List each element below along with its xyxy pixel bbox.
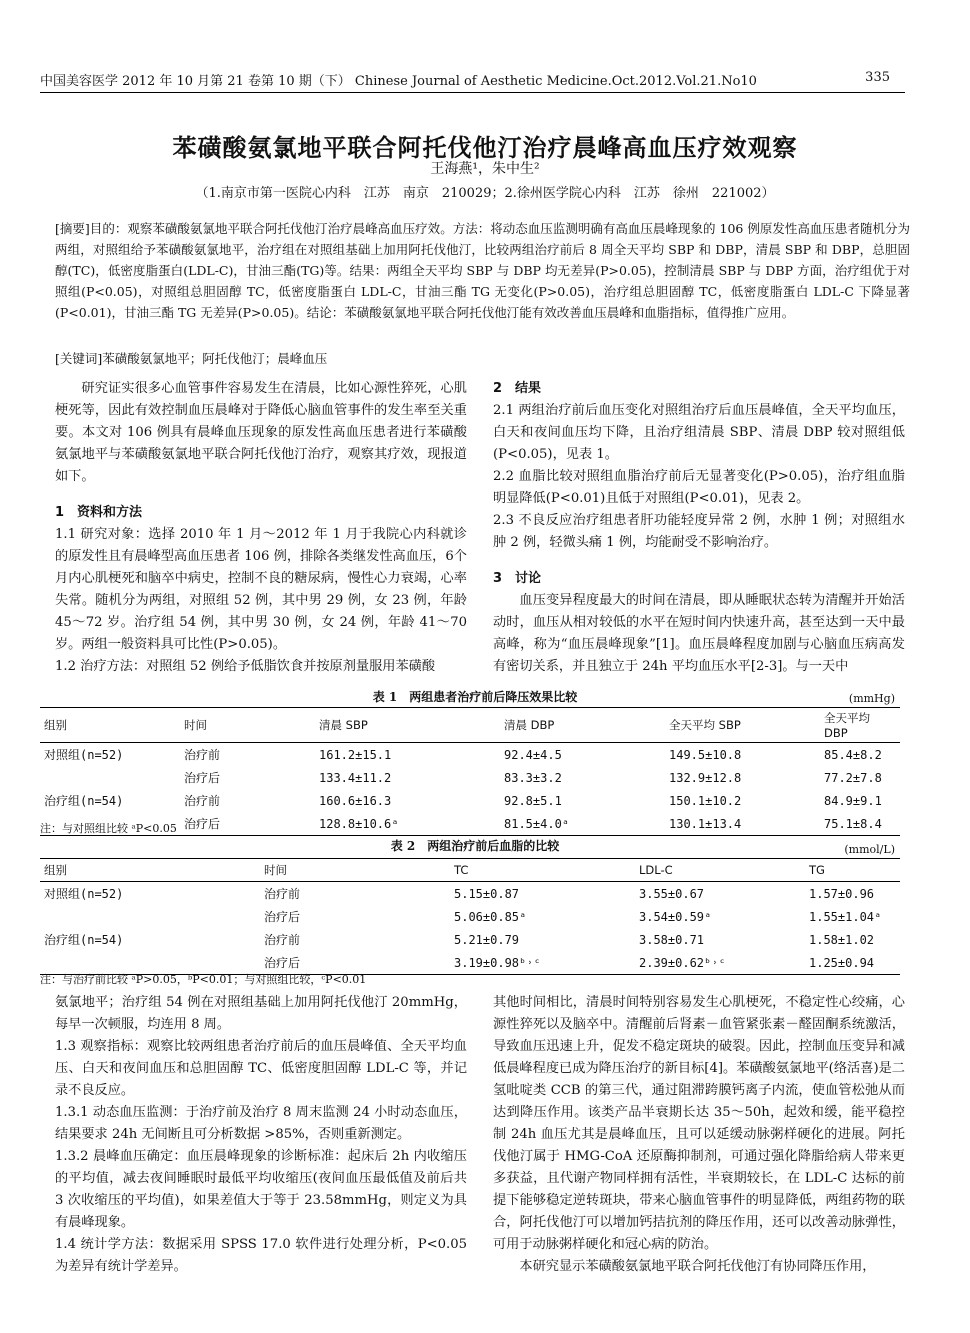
running-header (40, 70, 890, 89)
column-header: 全天平均 DBP (820, 708, 900, 743)
table-cell: 150.1±10.2 (669, 793, 742, 808)
table-row (40, 905, 900, 928)
table2-note: 注：与治疗前比较 ᵃP>0.05，ᵇP<0.01；与对照组比较，ᶜP<0.01 (40, 973, 367, 986)
table-cell: 92.4±4.5 (504, 747, 562, 762)
table-cell: 5.21±0.79 (454, 932, 520, 947)
journal-info: 中国美容医学 2012 年 10 月第 21 卷第 10 期（下） Chinese Journal of Aesthetic Medicine.Oct.2012.Vol.21.No10 (40, 74, 757, 89)
table-cell: 81.5±4.0ᵃ (500, 812, 665, 836)
column-header: 组别 (40, 859, 260, 882)
right-column-top (493, 378, 905, 678)
table-cell: 治疗组(n=54) (44, 794, 124, 808)
table-cell (40, 905, 260, 928)
affiliation: （1.南京市第一医院心内科 江苏 南京 210029；2.徐州医学院心内科 江苏 徐州 221002） (195, 186, 775, 201)
page-number: 335 (865, 70, 890, 85)
table-cell: 治疗后 (264, 910, 301, 924)
table-cell: 治疗前 (184, 748, 221, 762)
abstract: [摘要]目的：观察苯磺酸氨氯地平联合阿托伐他汀治疗晨峰高血压疗效。方法：将动态血压监测明确有高血压晨峰现象的 106 例原发性高血压患者随机分为两组，对照组给予苯磺酸氨氯地平，治疗组在对照组基础上加用阿托伐他汀，比较两组治疗前后 8 周全天平均 SBP 和 DBP，清晨 SBP 和 DBP，总胆固醇(TC)，低密度脂蛋白(LDL-C)，甘油三酯(TG)等。结果：两组全天平均 SBP 与 DBP 均无差异(P>0.05)，控制清晨 SBP 与 DBP 方面，治疗组优于对照组(P<0.05)，对照组总胆固醇 TC，低密度脂蛋白 LDL-C，甘油三酯 TG 无变化(P>0.05)，治疗组总胆固醇 TC，低密度脂蛋白 LDL-C 下降显著(P<0.01)，甘油三酯 TG 无差异(P>0.05)。结论：苯磺酸氨氯地平联合阿托伐他汀能有效改善血压晨峰和血脂指标，值得推广应用。 (55, 221, 910, 320)
table2-caption: 表 2 两组治疗前后血脂的比较 (390, 839, 560, 853)
table-cell: 3.58±0.71 (639, 932, 705, 947)
left-column-bottom (55, 992, 467, 1278)
table-cell: 133.4±11.2 (319, 770, 392, 785)
table-cell: 84.9±9.1 (824, 793, 882, 808)
table-cell: 对照组(n=52) (44, 748, 124, 762)
table-cell: 1.57±0.96 (809, 886, 875, 901)
header-rule (40, 92, 905, 93)
paragraph: 本研究显示苯磺酸氨氯地平联合阿托伐他汀有协同降压作用， (519, 1259, 876, 1274)
column-header: LDL-C (635, 859, 805, 882)
table-cell: 83.3±3.2 (504, 770, 562, 785)
paragraph: 研究证实很多心血管事件容易发生在清晨，比如心源性猝死，心肌梗死等，因此有效控制血压晨峰对于降低心脑血管事件的发生率至关重要。本文对 106 例具有晨峰血压现象的原发性高血压患者进行苯磺酸氨氯地平与苯磺酸氨氯地平联合阿托伐他汀治疗，观察其疗效，现报道如下。 (55, 381, 467, 484)
section-heading: 3 讨论 (493, 571, 542, 586)
paragraph: 1.2 治疗方法：对照组 52 例给予低脂饮食并按原剂量服用苯磺酸 (55, 659, 436, 674)
table-cell: 5.06±0.85ᵃ (454, 909, 527, 924)
table-row (40, 766, 900, 789)
table-cell: 5.15±0.87 (454, 886, 520, 901)
column-header: 时间 (260, 859, 450, 882)
table-cell: 130.1±13.4 (665, 812, 820, 836)
table-cell: 85.4±8.2 (824, 747, 882, 762)
table-cell: 3.55±0.67 (639, 886, 705, 901)
table2 (40, 858, 900, 975)
table-cell: 治疗组(n=54) (44, 933, 124, 947)
table-cell: 治疗前 (264, 887, 301, 901)
table-cell: 治疗后 (184, 771, 221, 785)
table-cell: 75.1±8.4 (820, 812, 900, 836)
column-header: 清晨 SBP (315, 708, 500, 743)
table-cell: 治疗后 (180, 812, 315, 836)
table-cell: 治疗前 (264, 933, 301, 947)
paragraph: 氨氯地平；治疗组 54 例在对照组基础上加用阿托伐他汀 20mmHg，每早一次顿服，均连用 8 周。 (55, 995, 467, 1032)
table1 (40, 707, 900, 836)
section-heading: 1 资料和方法 (55, 505, 143, 520)
table-cell: 2.39±0.62ᵇ˒ᶜ (635, 951, 805, 975)
column-header: 组别 (40, 708, 180, 743)
table-cell: 3.54±0.59ᵃ (639, 909, 712, 924)
table-cell: 161.2±15.1 (319, 747, 392, 762)
table-cell: 3.19±0.98ᵇ˒ᶜ (450, 951, 635, 975)
table-cell: 1.55±1.04ᵃ (809, 909, 882, 924)
table-cell: 160.6±16.3 (319, 793, 392, 808)
paragraph: 其他时间相比，清晨时间特别容易发生心肌梗死，不稳定性心绞痛，心源性猝死以及脑卒中。清醒前后肾素－血管紧张素－醛固酮系统激活，导致血压迅速上升，促发不稳定斑块的破裂。因此，控制血压变异和减低晨峰程度已成为降压治疗的新目标[4]。苯磺酸氨氯地平(络活喜)是二氢吡啶类 CCB 的第三代，通过阻滞跨膜钙离子内流，使血管松弛从而达到降压作用。该类产品半衰期长达 35～50h，起效和缓，能平稳控制 24h 血压尤其是晨峰血压，且可以延缓动脉粥样硬化的进展。阿托伐他汀属于 HMG-CoA 还原酶抑制剂，可通过强化降脂给病人带来更多获益，且代谢产物同样拥有活性，半衰期较长，在 LDL-C 达标的前提下能够稳定逆转斑块，带来心脑血管事件的明显降低，两组药物的联合，阿托伐他汀可以增加钙拮抗剂的降压作用，还可以改善动脉弹性，可用于动脉粥样硬化和冠心病的防治。 (493, 995, 905, 1252)
column-header: 时间 (180, 708, 315, 743)
paragraph: 1.3.1 动态血压监测：于治疗前及治疗 8 周末监测 24 小时动态血压，结果要求 24h 无间断且可分析数据 >85%，否则重新测定。 (55, 1105, 467, 1142)
table1-caption: 表 1 两组患者治疗前后降压效果比较 (372, 690, 578, 704)
paragraph: 2.1 两组治疗前后血压变化对照组治疗后血压晨峰值，全天平均血压，白天和夜间血压均下降，且治疗组清晨 SBP、清晨 DBP 较对照组低(P<0.05)，见表 1。 (493, 403, 905, 462)
table-cell: 1.58±1.02 (809, 932, 875, 947)
table1-note: 注：与对照组比较 ᵃP<0.05 (40, 822, 177, 835)
table-cell: 治疗前 (184, 794, 221, 808)
table-cell: 77.2±7.8 (824, 770, 882, 785)
column-header: TC (450, 859, 635, 882)
paragraph: 2.3 不良反应治疗组患者肝功能轻度异常 2 例，水肿 1 例；对照组水肿 2 例，轻微头痛 1 例，均能耐受不影响治疗。 (493, 513, 905, 550)
paragraph: 2.2 血脂比较对照组血脂治疗前后无显著变化(P>0.05)，治疗组血脂明显降低(P<0.01)且低于对照组(P<0.01)，见表 2。 (493, 469, 905, 506)
table-cell: 治疗后 (260, 951, 450, 975)
column-header: 清晨 DBP (500, 708, 665, 743)
section-heading: 2 结果 (493, 381, 542, 396)
table-cell: 128.8±10.6ᵃ (315, 812, 500, 836)
table-row (40, 882, 900, 906)
table2-unit: (mmol/L) (844, 843, 895, 856)
table-cell: 1.25±0.94 (805, 951, 900, 975)
table-cell (40, 766, 180, 789)
paragraph: 1.3.2 晨峰血压确定：血压晨峰现象的诊断标准：起床后 2h 内收缩压的平均值，减去夜间睡眠时最低平均收缩压(夜间血压最低值及前后共 3 次收缩压的平均值)，如果差值大于等于 23.58mmHg，则定义为具有晨峰现象。 (55, 1149, 467, 1230)
table-cell: 对照组(n=52) (44, 887, 124, 901)
authors: 王海燕¹，朱中生² (430, 161, 540, 177)
paragraph: 1.3 观察指标：观察比较两组患者治疗前后的血压晨峰值、全天平均血压、白天和夜间血压和总胆固醇 TC、低密度胆固醇 LDL-C 等，并记录不良反应。 (55, 1039, 467, 1098)
paragraph: 血压变异程度最大的时间在清晨，即从睡眠状态转为清醒并开始活动时，血压从相对较低的水平在短时间内快速升高，甚至达到一天中最高峰，称为“血压晨峰现象”[1]。血压晨峰程度加剧与心脑血压病高发有密切关系，并且独立于 24h 平均血压水平[2-3]。与一天中 (493, 593, 905, 674)
table-row (40, 789, 900, 812)
paragraph: 1.4 统计学方法：数据采用 SPSS 17.0 软件进行处理分析，P<0.05 为差异有统计学差异。 (55, 1237, 467, 1274)
article-title: 苯磺酸氨氯地平联合阿托伐他汀治疗晨峰高血压疗效观察 (172, 133, 798, 162)
column-header: TG (805, 859, 900, 882)
column-header: 全天平均 SBP (665, 708, 820, 743)
table1-unit: (mmHg) (848, 692, 895, 705)
table-row (40, 743, 900, 767)
paragraph: 1.1 研究对象：选择 2010 年 1 月～2012 年 1 月于我院心内科就诊的原发性且有晨峰型高血压患者 106 例，排除各类继发性高血压，6个月内心肌梗死和脑卒中病史，控制不良的糖尿病，慢性心力衰竭，心率失常。随机分为两组，对照组 52 例，其中男 29 例，女 23 例，年龄 45～72 岁。治疗组 54 例，其中男 30 例，女 24 例，年龄 41～70岁。两组一般资料具可比性(P>0.05)。 (55, 527, 467, 652)
table-row (40, 928, 900, 951)
table-cell: 92.8±5.1 (504, 793, 562, 808)
table-cell: 132.9±12.8 (669, 770, 742, 785)
right-column-bottom (493, 992, 905, 1278)
table-cell: 149.5±10.8 (669, 747, 742, 762)
left-column-top (55, 378, 467, 678)
keywords: [关键词]苯磺酸氨氯地平；阿托伐他汀；晨峰血压 (55, 351, 328, 366)
